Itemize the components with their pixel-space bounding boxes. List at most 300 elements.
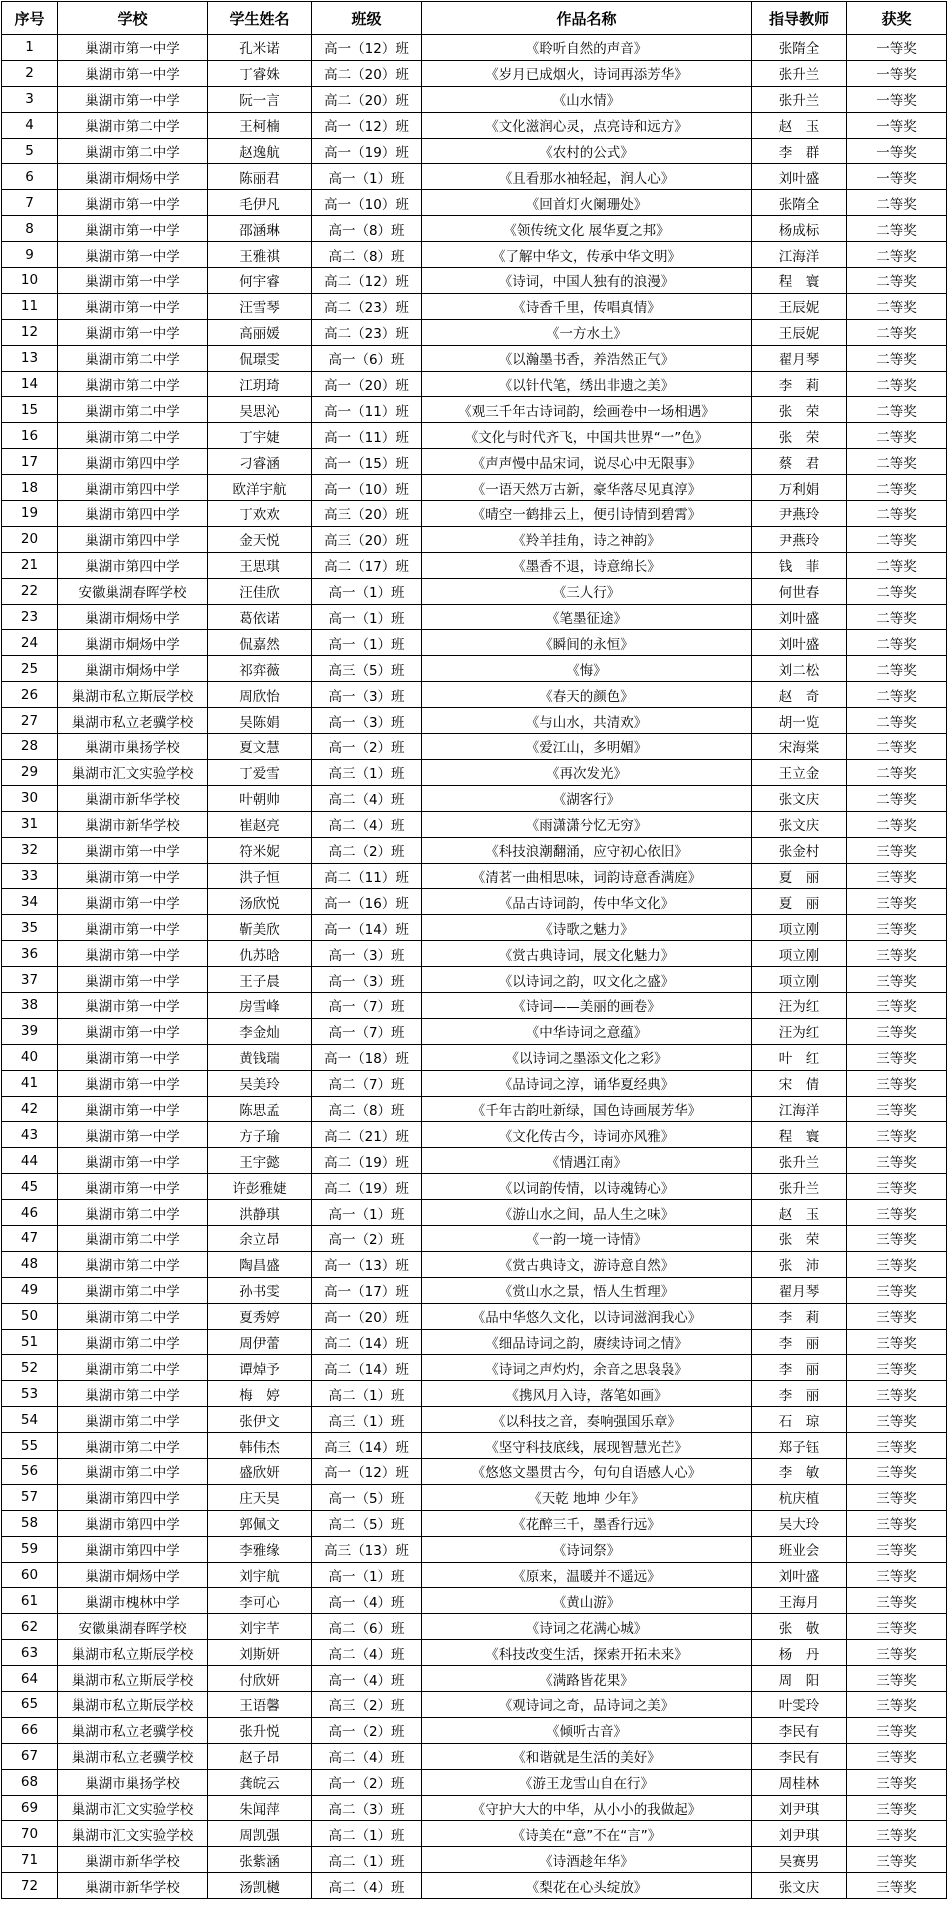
cell-award: 二等奖 <box>847 708 947 734</box>
cell-class: 高一（1）班 <box>312 1200 422 1226</box>
cell-school: 巢湖市第一中学 <box>58 915 208 941</box>
cell-work-title: 《坚守科技底线，展现智慧光芒》 <box>422 1433 752 1459</box>
cell-school: 巢湖市第一中学 <box>58 837 208 863</box>
table-row <box>2 1303 947 1329</box>
table-row <box>2 1018 947 1044</box>
cell-school: 巢湖市第一中学 <box>58 863 208 889</box>
cell-teacher: 张升兰 <box>752 60 847 86</box>
cell-work-title: 《岁月已成烟火，诗词再添芳华》 <box>422 60 752 86</box>
table-row <box>2 967 947 993</box>
cell-index: 8 <box>2 216 58 242</box>
cell-index: 27 <box>2 708 58 734</box>
cell-work-title: 《且看那水袖轻起，润人心》 <box>422 164 752 190</box>
table-row <box>2 1433 947 1459</box>
cell-award: 三等奖 <box>847 1769 947 1795</box>
cell-class: 高二（14）班 <box>312 1355 422 1381</box>
cell-class: 高二（1）班 <box>312 1847 422 1873</box>
table-row <box>2 1277 947 1303</box>
cell-teacher: 杭庆植 <box>752 1484 847 1510</box>
header-teacher: 指导教师 <box>752 2 847 35</box>
cell-student-name: 陶昌盛 <box>208 1251 312 1277</box>
cell-student-name: 黄钱瑞 <box>208 1044 312 1070</box>
cell-class: 高一（1）班 <box>312 578 422 604</box>
cell-student-name: 邵涵琳 <box>208 216 312 242</box>
cell-school: 安徽巢湖春晖学校 <box>58 1614 208 1640</box>
cell-work-title: 《品中华悠久文化，以诗词滋润我心》 <box>422 1303 752 1329</box>
cell-work-title: 《携风月入诗，落笔如画》 <box>422 1381 752 1407</box>
cell-class: 高二（8）班 <box>312 242 422 268</box>
cell-award: 三等奖 <box>847 1070 947 1096</box>
cell-teacher: 王立金 <box>752 759 847 785</box>
cell-class: 高一（4）班 <box>312 1666 422 1692</box>
cell-student-name: 盛欣妍 <box>208 1458 312 1484</box>
cell-class: 高一（11）班 <box>312 397 422 423</box>
cell-school: 巢湖市第一中学 <box>58 242 208 268</box>
cell-index: 1 <box>2 35 58 61</box>
cell-school: 巢湖市第一中学 <box>58 1018 208 1044</box>
cell-student-name: 仇苏晗 <box>208 941 312 967</box>
cell-work-title: 《诗词，中国人独有的浪漫》 <box>422 268 752 294</box>
cell-student-name: 靳美欣 <box>208 915 312 941</box>
cell-teacher: 翟月琴 <box>752 1277 847 1303</box>
cell-award: 三等奖 <box>847 1381 947 1407</box>
cell-index: 41 <box>2 1070 58 1096</box>
cell-award: 三等奖 <box>847 1536 947 1562</box>
table-row <box>2 1122 947 1148</box>
cell-school: 巢湖市第二中学 <box>58 1200 208 1226</box>
table-row <box>2 319 947 345</box>
table-row <box>2 1614 947 1640</box>
cell-student-name: 符米妮 <box>208 837 312 863</box>
cell-index: 59 <box>2 1536 58 1562</box>
table-row <box>2 1640 947 1666</box>
cell-teacher: 江海洋 <box>752 1096 847 1122</box>
cell-index: 39 <box>2 1018 58 1044</box>
cell-class: 高二（6）班 <box>312 1614 422 1640</box>
cell-teacher: 张金村 <box>752 837 847 863</box>
cell-teacher: 赵 玉 <box>752 1200 847 1226</box>
cell-school: 巢湖市第一中学 <box>58 992 208 1018</box>
table-row <box>2 86 947 112</box>
cell-index: 34 <box>2 889 58 915</box>
table-row <box>2 371 947 397</box>
cell-school: 巢湖市汇文实验学校 <box>58 1821 208 1847</box>
cell-work-title: 《晴空一鹤排云上，便引诗情到碧霄》 <box>422 501 752 527</box>
cell-index: 37 <box>2 967 58 993</box>
table-row <box>2 1329 947 1355</box>
cell-teacher: 张 荣 <box>752 397 847 423</box>
cell-teacher: 汪为红 <box>752 992 847 1018</box>
cell-teacher: 赵 奇 <box>752 682 847 708</box>
cell-class: 高二（5）班 <box>312 1510 422 1536</box>
cell-award: 三等奖 <box>847 1355 947 1381</box>
cell-work-title: 《品诗词之淳，诵华夏经典》 <box>422 1070 752 1096</box>
cell-school: 巢湖市汇文实验学校 <box>58 1795 208 1821</box>
table-row <box>2 682 947 708</box>
cell-teacher: 李民有 <box>752 1717 847 1743</box>
cell-work-title: 《三人行》 <box>422 578 752 604</box>
table-row <box>2 501 947 527</box>
cell-award: 三等奖 <box>847 1277 947 1303</box>
cell-school: 巢湖市第四中学 <box>58 1484 208 1510</box>
cell-teacher: 尹燕玲 <box>752 501 847 527</box>
cell-class: 高一（3）班 <box>312 682 422 708</box>
cell-school: 巢湖市第四中学 <box>58 449 208 475</box>
cell-index: 53 <box>2 1381 58 1407</box>
cell-class: 高一（5）班 <box>312 1484 422 1510</box>
cell-school: 巢湖市第四中学 <box>58 552 208 578</box>
cell-work-title: 《诗词祭》 <box>422 1536 752 1562</box>
cell-student-name: 朱闻萍 <box>208 1795 312 1821</box>
header-index: 序号 <box>2 2 58 35</box>
cell-award: 一等奖 <box>847 112 947 138</box>
cell-work-title: 《原来，温暖并不遥远》 <box>422 1562 752 1588</box>
cell-index: 14 <box>2 371 58 397</box>
cell-work-title: 《诗词——美丽的画卷》 <box>422 992 752 1018</box>
cell-index: 12 <box>2 319 58 345</box>
cell-school: 巢湖市巢扬学校 <box>58 734 208 760</box>
cell-index: 44 <box>2 1148 58 1174</box>
cell-teacher: 叶雯玲 <box>752 1692 847 1718</box>
cell-award: 三等奖 <box>847 1329 947 1355</box>
cell-school: 巢湖市第二中学 <box>58 138 208 164</box>
table-row <box>2 1562 947 1588</box>
cell-teacher: 李 群 <box>752 138 847 164</box>
cell-work-title: 《诗词之声灼灼，余音之思袅袅》 <box>422 1355 752 1381</box>
table-row <box>2 164 947 190</box>
cell-class: 高二（12）班 <box>312 268 422 294</box>
cell-school: 巢湖市第一中学 <box>58 967 208 993</box>
table-row <box>2 1458 947 1484</box>
table-row <box>2 1666 947 1692</box>
cell-award: 二等奖 <box>847 501 947 527</box>
cell-award: 三等奖 <box>847 915 947 941</box>
cell-class: 高二（11）班 <box>312 863 422 889</box>
cell-work-title: 《春天的颜色》 <box>422 682 752 708</box>
cell-student-name: 何宇睿 <box>208 268 312 294</box>
cell-index: 71 <box>2 1847 58 1873</box>
cell-teacher: 张文庆 <box>752 1873 847 1899</box>
cell-class: 高三（2）班 <box>312 1692 422 1718</box>
cell-school: 巢湖市第二中学 <box>58 1329 208 1355</box>
cell-award: 三等奖 <box>847 1640 947 1666</box>
cell-award: 一等奖 <box>847 60 947 86</box>
cell-student-name: 周伊蕾 <box>208 1329 312 1355</box>
cell-teacher: 赵 玉 <box>752 112 847 138</box>
cell-work-title: 《悠悠文墨贯古今，句句自语感人心》 <box>422 1458 752 1484</box>
cell-school: 巢湖市第二中学 <box>58 1433 208 1459</box>
cell-class: 高一（12）班 <box>312 112 422 138</box>
cell-work-title: 《守护大大的中华，从小小的我做起》 <box>422 1795 752 1821</box>
cell-student-name: 张升悦 <box>208 1717 312 1743</box>
cell-award: 三等奖 <box>847 1122 947 1148</box>
cell-student-name: 刁睿涵 <box>208 449 312 475</box>
cell-award: 三等奖 <box>847 1666 947 1692</box>
cell-award: 二等奖 <box>847 734 947 760</box>
cell-school: 巢湖市第一中学 <box>58 889 208 915</box>
cell-index: 11 <box>2 293 58 319</box>
table-row <box>2 1821 947 1847</box>
cell-student-name: 洪静琪 <box>208 1200 312 1226</box>
table-row <box>2 630 947 656</box>
cell-award: 二等奖 <box>847 293 947 319</box>
cell-student-name: 侃璟雯 <box>208 345 312 371</box>
cell-class: 高一（12）班 <box>312 1458 422 1484</box>
cell-index: 19 <box>2 501 58 527</box>
cell-index: 43 <box>2 1122 58 1148</box>
cell-work-title: 《观三千年古诗词韵，绘画卷中一场相遇》 <box>422 397 752 423</box>
cell-school: 巢湖市第一中学 <box>58 319 208 345</box>
cell-teacher: 张升兰 <box>752 1174 847 1200</box>
cell-student-name: 侃嘉然 <box>208 630 312 656</box>
cell-work-title: 《湖客行》 <box>422 785 752 811</box>
cell-class: 高一（1）班 <box>312 604 422 630</box>
cell-index: 72 <box>2 1873 58 1899</box>
cell-work-title: 《清茗一曲相思味，词韵诗意香满庭》 <box>422 863 752 889</box>
cell-class: 高一（11）班 <box>312 423 422 449</box>
cell-student-name: 孔米诺 <box>208 35 312 61</box>
cell-work-title: 《笔墨征途》 <box>422 604 752 630</box>
cell-teacher: 胡一览 <box>752 708 847 734</box>
cell-student-name: 王子晨 <box>208 967 312 993</box>
cell-class: 高二（7）班 <box>312 1070 422 1096</box>
cell-work-title: 《诗词之花满心城》 <box>422 1614 752 1640</box>
cell-work-title: 《千年古韵吐新绿，国色诗画展芳华》 <box>422 1096 752 1122</box>
cell-student-name: 龚皖云 <box>208 1769 312 1795</box>
header-work-title: 作品名称 <box>422 2 752 35</box>
cell-student-name: 江玥琦 <box>208 371 312 397</box>
cell-teacher: 蔡 君 <box>752 449 847 475</box>
cell-class: 高一（20）班 <box>312 371 422 397</box>
cell-index: 18 <box>2 475 58 501</box>
cell-index: 64 <box>2 1666 58 1692</box>
cell-teacher: 何世春 <box>752 578 847 604</box>
cell-work-title: 《中华诗词之意蕴》 <box>422 1018 752 1044</box>
cell-index: 63 <box>2 1640 58 1666</box>
cell-student-name: 丁欢欢 <box>208 501 312 527</box>
table-row <box>2 1769 947 1795</box>
table-row <box>2 1743 947 1769</box>
cell-school: 巢湖市第一中学 <box>58 1148 208 1174</box>
cell-teacher: 李 丽 <box>752 1381 847 1407</box>
cell-index: 4 <box>2 112 58 138</box>
cell-work-title: 《游王龙雪山自在行》 <box>422 1769 752 1795</box>
cell-class: 高一（4）班 <box>312 1588 422 1614</box>
cell-school: 巢湖市新华学校 <box>58 1873 208 1899</box>
cell-student-name: 付欣妍 <box>208 1666 312 1692</box>
cell-school: 巢湖市第一中学 <box>58 1070 208 1096</box>
table-row <box>2 604 947 630</box>
cell-award: 二等奖 <box>847 190 947 216</box>
cell-teacher: 王海月 <box>752 1588 847 1614</box>
cell-school: 巢湖市第四中学 <box>58 1510 208 1536</box>
cell-work-title: 《倾听古音》 <box>422 1717 752 1743</box>
cell-teacher: 刘尹琪 <box>752 1821 847 1847</box>
cell-class: 高二（4）班 <box>312 1873 422 1899</box>
cell-index: 36 <box>2 941 58 967</box>
cell-class: 高二（1）班 <box>312 1821 422 1847</box>
cell-school: 巢湖市新华学校 <box>58 785 208 811</box>
cell-work-title: 《黄山游》 <box>422 1588 752 1614</box>
table-row <box>2 423 947 449</box>
cell-index: 3 <box>2 86 58 112</box>
cell-school: 巢湖市烔炀中学 <box>58 630 208 656</box>
cell-award: 三等奖 <box>847 1510 947 1536</box>
table-row <box>2 1096 947 1122</box>
cell-teacher: 项立刚 <box>752 967 847 993</box>
table-row <box>2 1070 947 1096</box>
cell-award: 三等奖 <box>847 1018 947 1044</box>
cell-class: 高二（3）班 <box>312 1795 422 1821</box>
cell-school: 巢湖市烔炀中学 <box>58 1562 208 1588</box>
cell-award: 三等奖 <box>847 1407 947 1433</box>
cell-school: 巢湖市第四中学 <box>58 1536 208 1562</box>
cell-work-title: 《以诗词之墨添文化之彩》 <box>422 1044 752 1070</box>
cell-student-name: 房雪峰 <box>208 992 312 1018</box>
cell-work-title: 《诗美在“意”不在“言”》 <box>422 1821 752 1847</box>
cell-index: 23 <box>2 604 58 630</box>
cell-class: 高三（1）班 <box>312 1407 422 1433</box>
cell-student-name: 崔赵亮 <box>208 811 312 837</box>
cell-class: 高三（5）班 <box>312 656 422 682</box>
cell-award: 三等奖 <box>847 1795 947 1821</box>
cell-teacher: 郑子钰 <box>752 1433 847 1459</box>
cell-teacher: 刘叶盛 <box>752 630 847 656</box>
cell-class: 高一（14）班 <box>312 915 422 941</box>
table-row <box>2 1588 947 1614</box>
cell-award: 三等奖 <box>847 1251 947 1277</box>
cell-index: 9 <box>2 242 58 268</box>
cell-index: 28 <box>2 734 58 760</box>
cell-class: 高一（3）班 <box>312 708 422 734</box>
cell-class: 高一（20）班 <box>312 1303 422 1329</box>
table-row <box>2 1200 947 1226</box>
cell-class: 高一（6）班 <box>312 345 422 371</box>
cell-index: 38 <box>2 992 58 1018</box>
cell-class: 高一（7）班 <box>312 992 422 1018</box>
cell-student-name: 汪雪琴 <box>208 293 312 319</box>
table-row <box>2 656 947 682</box>
cell-student-name: 周凯强 <box>208 1821 312 1847</box>
cell-class: 高三（14）班 <box>312 1433 422 1459</box>
cell-work-title: 《科技改变生活，探索开拓未来》 <box>422 1640 752 1666</box>
cell-teacher: 刘叶盛 <box>752 164 847 190</box>
cell-student-name: 刘宇航 <box>208 1562 312 1588</box>
cell-award: 一等奖 <box>847 164 947 190</box>
table-row <box>2 268 947 294</box>
cell-student-name: 王语馨 <box>208 1692 312 1718</box>
cell-student-name: 谭焯予 <box>208 1355 312 1381</box>
cell-teacher: 杨 丹 <box>752 1640 847 1666</box>
cell-award: 一等奖 <box>847 86 947 112</box>
cell-class: 高二（4）班 <box>312 1743 422 1769</box>
table-row <box>2 1044 947 1070</box>
cell-work-title: 《品古诗词韵，传中华文化》 <box>422 889 752 915</box>
cell-index: 42 <box>2 1096 58 1122</box>
cell-student-name: 赵子昂 <box>208 1743 312 1769</box>
cell-class: 高三（20）班 <box>312 501 422 527</box>
table-row <box>2 1717 947 1743</box>
cell-class: 高一（12）班 <box>312 35 422 61</box>
cell-student-name: 刘宇芊 <box>208 1614 312 1640</box>
table-row <box>2 785 947 811</box>
cell-school: 巢湖市私立老骥学校 <box>58 1717 208 1743</box>
cell-class: 高一（3）班 <box>312 967 422 993</box>
table-row <box>2 1692 947 1718</box>
cell-award: 三等奖 <box>847 1873 947 1899</box>
table-row <box>2 216 947 242</box>
cell-student-name: 李金灿 <box>208 1018 312 1044</box>
cell-student-name: 张伊文 <box>208 1407 312 1433</box>
table-row <box>2 112 947 138</box>
cell-teacher: 刘尹琪 <box>752 1795 847 1821</box>
cell-work-title: 《花醉三千，墨香行远》 <box>422 1510 752 1536</box>
header-student-name: 学生姓名 <box>208 2 312 35</box>
table-row <box>2 889 947 915</box>
cell-teacher: 叶 红 <box>752 1044 847 1070</box>
cell-award: 二等奖 <box>847 423 947 449</box>
cell-work-title: 《一语天然万古新，豪华落尽见真淳》 <box>422 475 752 501</box>
cell-work-title: 《文化传古今，诗词亦风雅》 <box>422 1122 752 1148</box>
cell-teacher: 宋海棠 <box>752 734 847 760</box>
cell-school: 巢湖市烔炀中学 <box>58 656 208 682</box>
cell-student-name: 夏秀婷 <box>208 1303 312 1329</box>
cell-work-title: 《满路皆花果》 <box>422 1666 752 1692</box>
cell-school: 巢湖市第二中学 <box>58 1407 208 1433</box>
cell-class: 高二（23）班 <box>312 293 422 319</box>
table-row <box>2 1225 947 1251</box>
table-row <box>2 475 947 501</box>
cell-teacher: 杨成标 <box>752 216 847 242</box>
cell-school: 巢湖市第一中学 <box>58 268 208 294</box>
cell-index: 29 <box>2 759 58 785</box>
cell-school: 巢湖市第二中学 <box>58 1225 208 1251</box>
cell-student-name: 金天悦 <box>208 526 312 552</box>
cell-teacher: 石 琼 <box>752 1407 847 1433</box>
cell-work-title: 《羚羊挂角，诗之神韵》 <box>422 526 752 552</box>
cell-award: 三等奖 <box>847 1692 947 1718</box>
cell-index: 30 <box>2 785 58 811</box>
cell-teacher: 汪为红 <box>752 1018 847 1044</box>
cell-work-title: 《悔》 <box>422 656 752 682</box>
cell-index: 24 <box>2 630 58 656</box>
cell-work-title: 《以科技之音，奏响强国乐章》 <box>422 1407 752 1433</box>
table-row <box>2 1795 947 1821</box>
cell-school: 巢湖市第四中学 <box>58 526 208 552</box>
table-row <box>2 811 947 837</box>
cell-award: 二等奖 <box>847 216 947 242</box>
cell-class: 高二（8）班 <box>312 1096 422 1122</box>
cell-award: 三等奖 <box>847 941 947 967</box>
cell-award: 二等奖 <box>847 242 947 268</box>
cell-index: 15 <box>2 397 58 423</box>
cell-teacher: 李 丽 <box>752 1355 847 1381</box>
cell-teacher: 张文庆 <box>752 811 847 837</box>
header-award: 获奖 <box>847 2 947 35</box>
cell-work-title: 《赏古典诗词，展文化魅力》 <box>422 941 752 967</box>
cell-index: 69 <box>2 1795 58 1821</box>
cell-class: 高一（19）班 <box>312 138 422 164</box>
cell-student-name: 周欣怡 <box>208 682 312 708</box>
cell-teacher: 项立刚 <box>752 941 847 967</box>
cell-work-title: 《农村的公式》 <box>422 138 752 164</box>
cell-school: 巢湖市第二中学 <box>58 1381 208 1407</box>
cell-student-name: 庄天昊 <box>208 1484 312 1510</box>
cell-teacher: 张 沛 <box>752 1251 847 1277</box>
cell-award: 二等奖 <box>847 656 947 682</box>
cell-index: 25 <box>2 656 58 682</box>
cell-teacher: 王辰妮 <box>752 319 847 345</box>
